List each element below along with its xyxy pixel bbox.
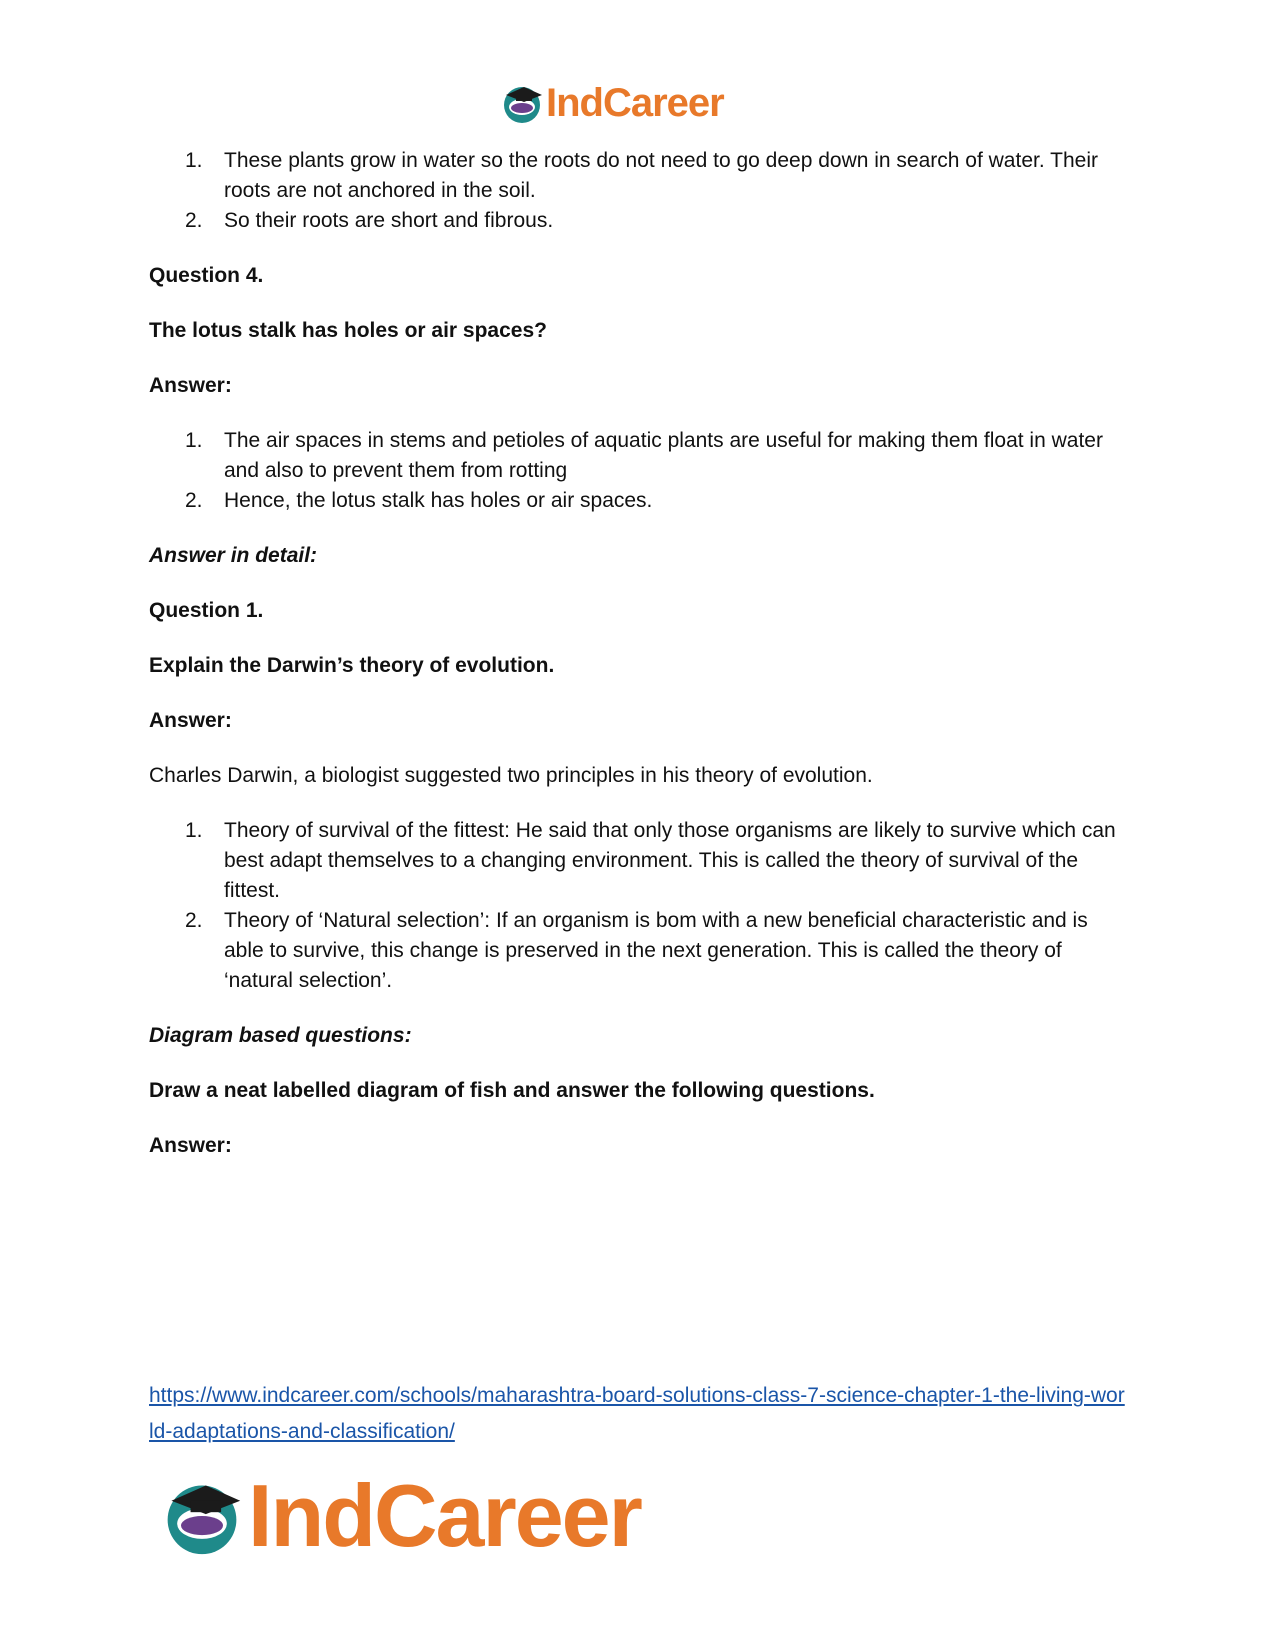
- source-url-link[interactable]: https://www.indcareer.com/schools/maharashtra-board-solutions-class-7-science-chapter-1-the-living-world-adaptations-and-classification/: [149, 1384, 1125, 1443]
- document-body: [149, 146, 1129, 1161]
- diagram-heading: Diagram based questions:: [149, 1024, 412, 1047]
- answer-in-detail-heading: Answer in detail:: [149, 544, 318, 567]
- list-text: Theory of survival of the fittest: He said that only those organisms are likely to survive which can best adapt themselves to a changing environment. This is called the theory of survival of the fittest.: [224, 819, 1116, 902]
- question-1-answer-label: Answer:: [149, 709, 232, 732]
- question-4-label: Question 4.: [149, 264, 264, 287]
- list-text: The air spaces in stems and petioles of aquatic plants are useful for making them float in water and also to prevent them from rotting: [224, 429, 1103, 482]
- list-number: 2.: [185, 909, 203, 932]
- list-item: [149, 146, 1129, 206]
- lotus-answer-list: [149, 426, 1129, 516]
- list-item: [149, 906, 1129, 996]
- list-item: [149, 426, 1129, 486]
- list-number: 2.: [185, 489, 203, 512]
- list-item: [149, 206, 1129, 236]
- logo-text: IndCareer: [546, 81, 724, 125]
- list-number: 1.: [185, 149, 203, 172]
- globe-cap-icon: [160, 1474, 244, 1558]
- roots-list: [149, 146, 1129, 236]
- diagram-answer-label: Answer:: [149, 1134, 232, 1157]
- question-4-answer-label: Answer:: [149, 374, 232, 397]
- list-text: So their roots are short and fibrous.: [224, 209, 554, 232]
- list-item: [149, 816, 1129, 906]
- question-1-label: Question 1.: [149, 599, 264, 622]
- question-1-text: Explain the Darwin’s theory of evolution.: [149, 654, 555, 677]
- list-text: Hence, the lotus stalk has holes or air spaces.: [224, 489, 653, 512]
- list-item: [149, 486, 1129, 516]
- darwin-intro: Charles Darwin, a biologist suggested two principles in his theory of evolution.: [149, 764, 873, 787]
- globe-cap-icon: [500, 81, 544, 125]
- list-number: 1.: [185, 429, 203, 452]
- diagram-question: Draw a neat labelled diagram of fish and answer the following questions.: [149, 1079, 875, 1102]
- list-text: These plants grow in water so the roots do not need to go deep down in search of water. Their roots are not anchored in the soil.: [224, 149, 1098, 202]
- list-text: Theory of ‘Natural selection’: If an organism is bom with a new beneficial characteristic and is able to survive, this change is preserved in the next generation. This is called the theory of ‘natural selection’.: [224, 909, 1088, 992]
- list-number: 1.: [185, 819, 203, 842]
- list-number: 2.: [185, 209, 203, 232]
- indcareer-logo-footer: [160, 1466, 641, 1566]
- indcareer-logo-header: [500, 78, 724, 128]
- darwin-principles-list: [149, 816, 1129, 996]
- logo-text: IndCareer: [248, 1466, 641, 1565]
- question-4-text: The lotus stalk has holes or air spaces?: [149, 319, 547, 342]
